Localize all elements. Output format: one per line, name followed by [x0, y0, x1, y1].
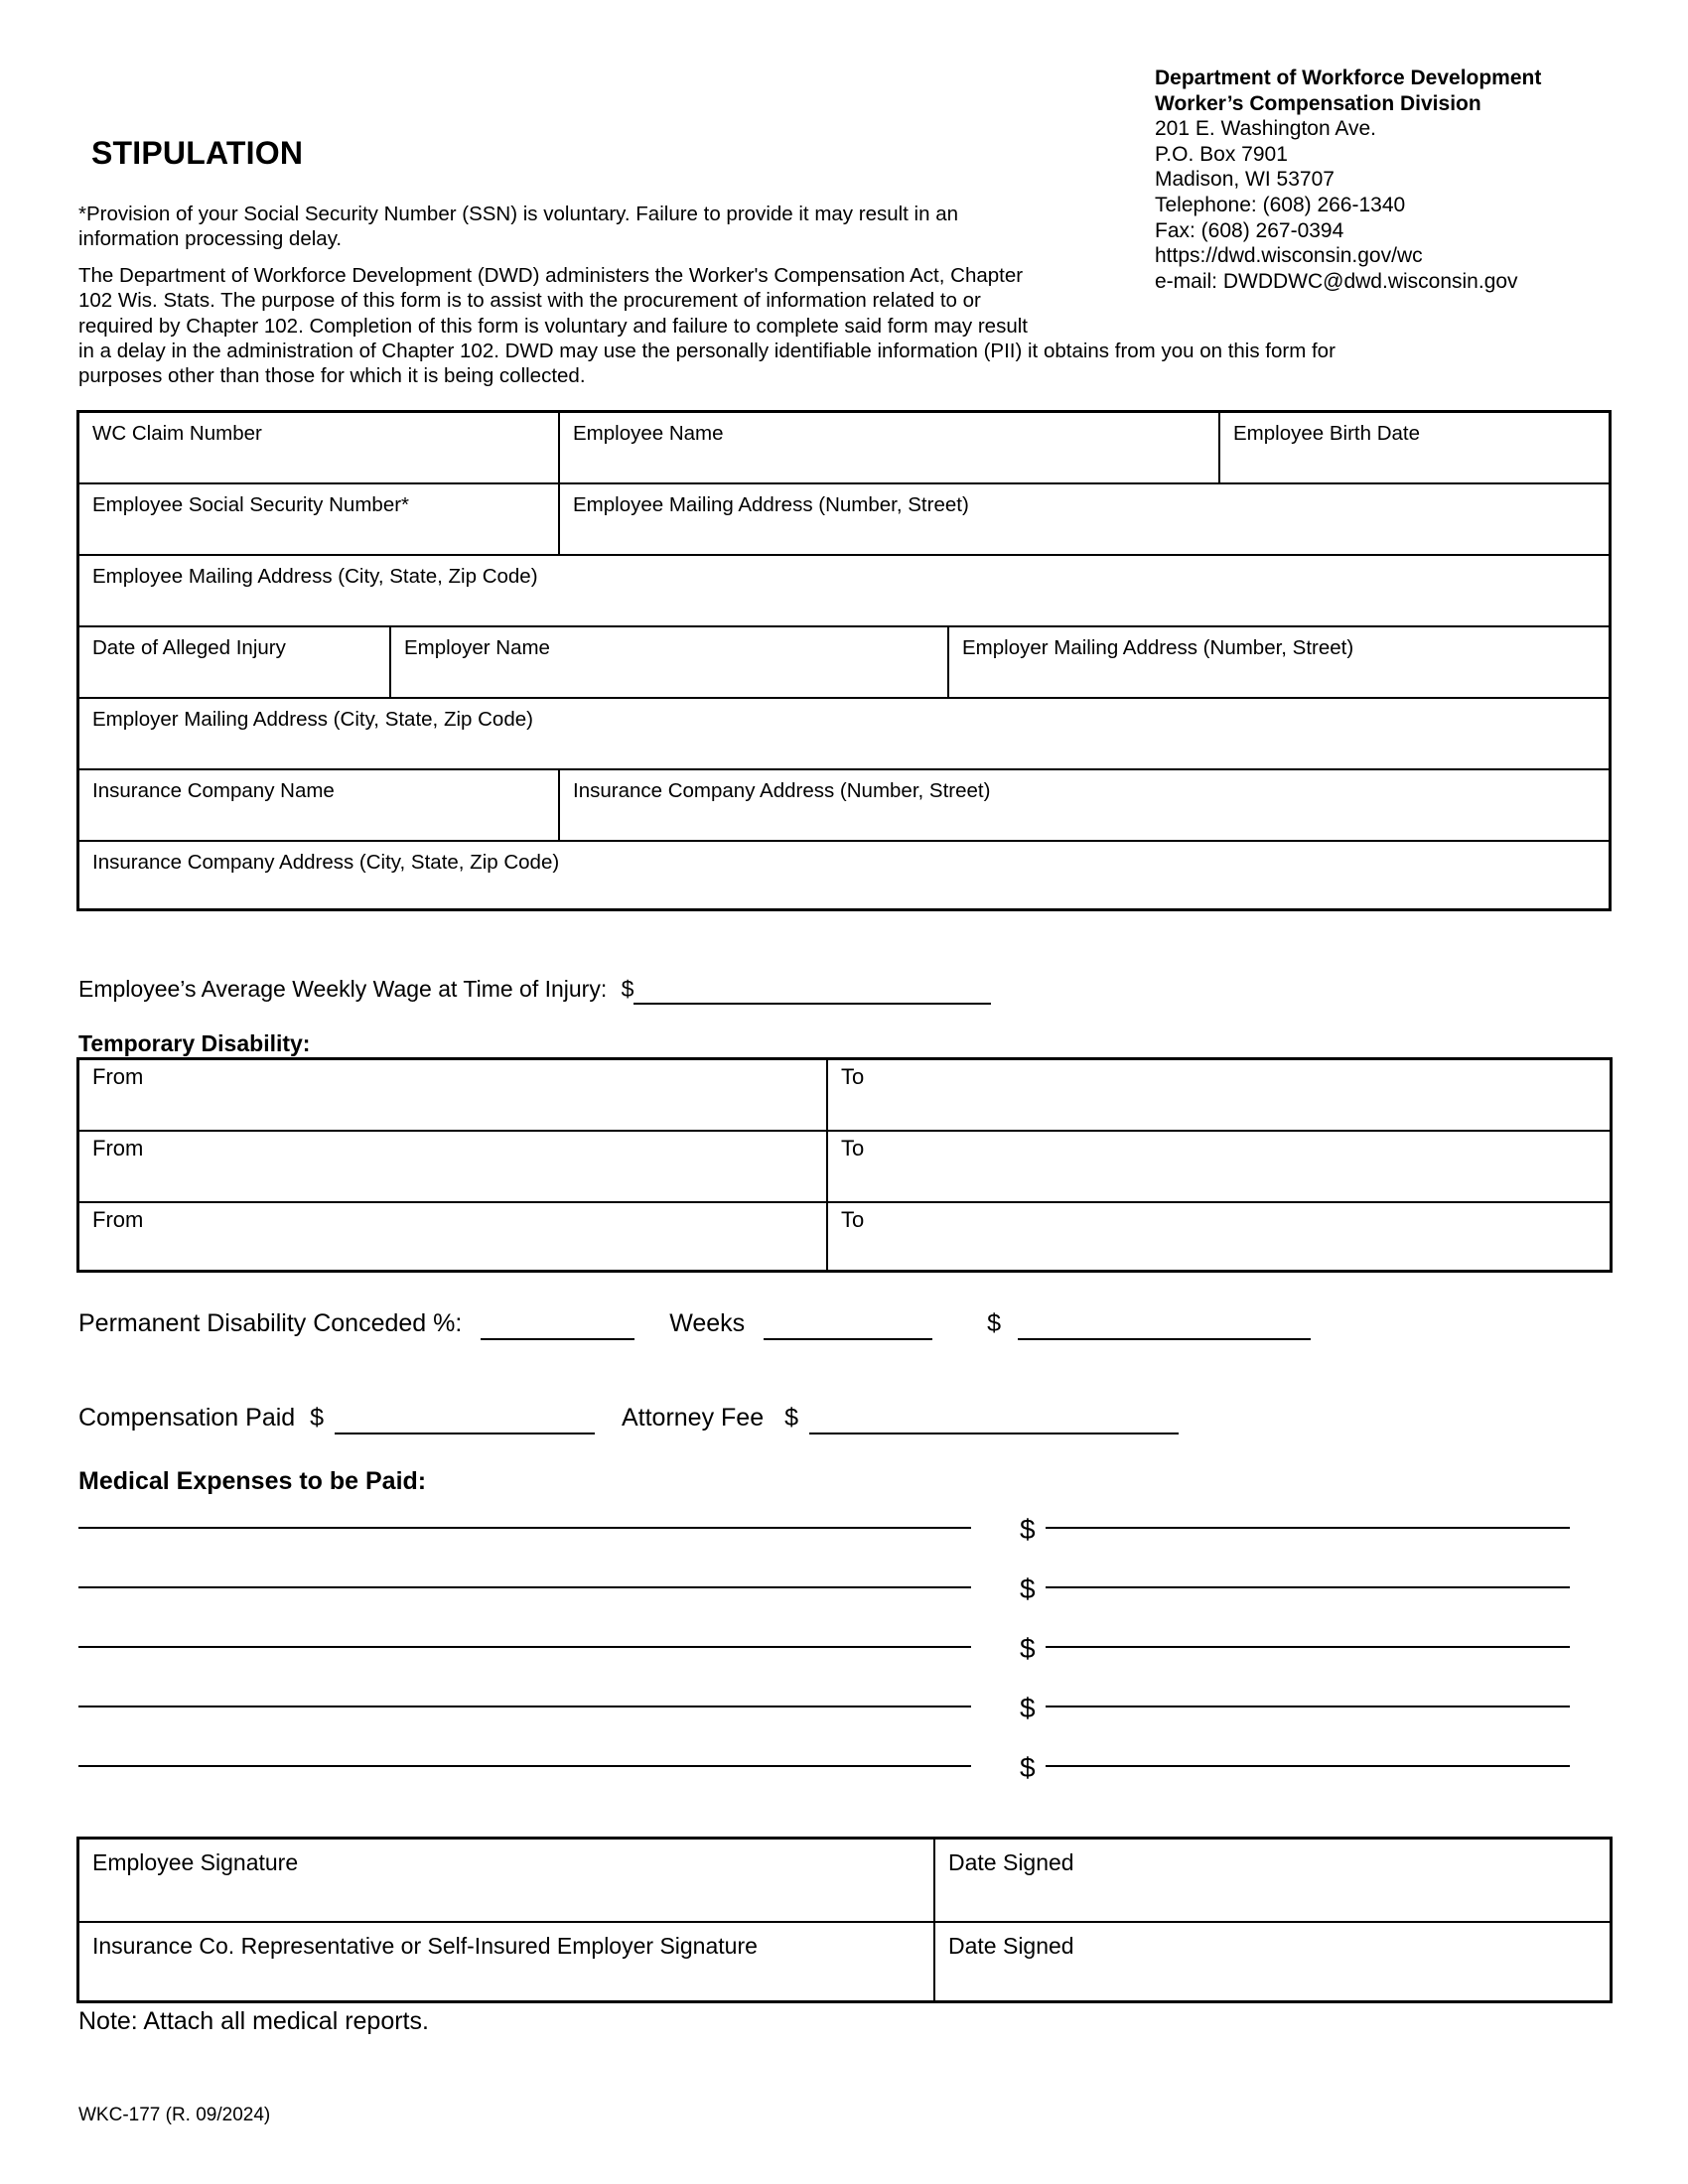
- employee-address-city-field[interactable]: [91, 588, 1597, 619]
- td-from-field[interactable]: [91, 1163, 814, 1195]
- claim-row-3: [79, 556, 1609, 627]
- form-identifier: WKC-177 (R. 09/2024): [78, 2105, 271, 2125]
- date-of-injury-field[interactable]: [91, 659, 377, 691]
- insurance-address-street-cell: [560, 770, 1609, 840]
- employee-date-cell: [935, 1840, 1610, 1921]
- td-to-label: To: [841, 1064, 865, 1089]
- td-from-field[interactable]: [91, 1235, 814, 1267]
- insurance-name-cell: [79, 770, 560, 840]
- weeks-field[interactable]: [764, 1309, 932, 1340]
- insurer-signature-cell[interactable]: [79, 1923, 935, 2003]
- td-to-field[interactable]: [840, 1235, 1598, 1267]
- medical-expense-description-field[interactable]: [78, 1586, 971, 1588]
- medical-expense-description-field[interactable]: [78, 1706, 971, 1707]
- employee-ssn-field[interactable]: [91, 516, 546, 548]
- temporary-disability-table: [76, 1057, 1613, 1273]
- employee-address-street-label: Employee Mailing Address (Number, Street): [573, 493, 969, 516]
- employee-signature-label: Employee Signature: [92, 1849, 299, 1875]
- date-of-injury-label: Date of Alleged Injury: [92, 636, 286, 659]
- insurer-date-label: Date Signed: [948, 1933, 1074, 1959]
- medical-expense-description-field[interactable]: [78, 1765, 971, 1767]
- employee-birth-date-field[interactable]: [1232, 445, 1597, 477]
- employee-signature-cell[interactable]: [79, 1840, 935, 1921]
- medical-expense-description-field[interactable]: [78, 1527, 971, 1529]
- td-from-field[interactable]: [91, 1092, 814, 1124]
- dwd-notice-line: purposes other than those for which it is being collected.: [78, 364, 586, 388]
- weekly-wage-line: [78, 976, 991, 1005]
- claim-row-6: [79, 770, 1609, 842]
- claim-row-7: [79, 842, 1609, 911]
- permanent-disability-line: [78, 1309, 1311, 1340]
- temporary-disability-row: [79, 1132, 1610, 1203]
- temporary-disability-row: [79, 1203, 1610, 1273]
- ssn-notice-line: *Provision of your Social Security Number (SSN) is voluntary. Failure to provide it may result in an: [78, 203, 959, 225]
- td-to-label: To: [841, 1136, 865, 1160]
- attorney-fee-label: Attorney Fee: [621, 1404, 765, 1432]
- agency-fax: Fax: (608) 267-0394: [1155, 218, 1344, 242]
- medical-expense-amount-field[interactable]: [1046, 1765, 1570, 1767]
- insurance-address-street-field[interactable]: [572, 802, 1597, 834]
- insurance-name-field[interactable]: [91, 802, 546, 834]
- dwd-notice-line: 102 Wis. Stats. The purpose of this form is to assist with the procurement of information related to or: [78, 289, 981, 313]
- wc-claim-number-cell: [79, 413, 560, 482]
- weekly-wage-field[interactable]: [633, 976, 991, 1005]
- dwd-notice-continued: [78, 339, 1469, 389]
- employee-ssn-cell: [79, 484, 560, 554]
- insurer-signature-row: [79, 1923, 1610, 2003]
- employee-address-street-field[interactable]: [572, 516, 1597, 548]
- td-from-cell: [79, 1060, 828, 1130]
- dwd-notice-line: in a delay in the administration of Chapter 102. DWD may use the personally identifiable information (PII) it obtains from you on this form for: [78, 340, 1336, 362]
- medical-expense-amount-field[interactable]: [1046, 1706, 1570, 1707]
- medical-expense-currency: $: [1020, 1573, 1036, 1604]
- temporary-disability-row: [79, 1060, 1610, 1132]
- dwd-notice: [78, 263, 1121, 339]
- employee-address-street-cell: [560, 484, 1609, 554]
- td-from-label: From: [92, 1136, 144, 1160]
- td-to-cell: [828, 1203, 1610, 1273]
- td-from-cell: [79, 1203, 828, 1273]
- ssn-notice: [78, 202, 1081, 252]
- employee-birth-date-cell: [1220, 413, 1609, 482]
- td-from-label: From: [92, 1207, 144, 1232]
- td-from-label: From: [92, 1064, 144, 1089]
- attachment-note: Note: Attach all medical reports.: [78, 2007, 429, 2035]
- attorney-fee-field[interactable]: [809, 1404, 1179, 1434]
- insurer-date-field[interactable]: [947, 1966, 1598, 1997]
- claim-row-1: [79, 413, 1609, 484]
- insurance-name-label: Insurance Company Name: [92, 779, 335, 802]
- employer-address-street-label: Employer Mailing Address (Number, Street): [962, 636, 1354, 659]
- dwd-notice-line: The Department of Workforce Development (DWD) administers the Worker's Compensation Act, Chapter: [78, 264, 1024, 287]
- employer-address-street-cell: [949, 627, 1609, 697]
- td-to-label: To: [841, 1207, 865, 1232]
- claim-row-5: [79, 699, 1609, 770]
- insurance-address-city-field[interactable]: [91, 874, 1597, 905]
- compensation-paid-currency: $: [310, 1404, 325, 1432]
- permanent-disability-label: Permanent Disability Conceded %:: [78, 1309, 463, 1337]
- agency-division: Worker’s Compensation Division: [1155, 91, 1481, 115]
- td-to-cell: [828, 1060, 1610, 1130]
- employee-date-label: Date Signed: [948, 1849, 1074, 1875]
- employer-address-city-cell: [79, 699, 1609, 768]
- agency-department: Department of Workforce Development: [1155, 67, 1542, 89]
- agency-po-box: P.O. Box 7901: [1155, 142, 1288, 166]
- ssn-notice-line: information processing delay.: [78, 227, 343, 251]
- permanent-disability-currency: $: [987, 1309, 1001, 1337]
- signature-box: [76, 1837, 1613, 2003]
- insurance-address-city-label: Insurance Company Address (City, State, Zip Code): [92, 851, 560, 874]
- claim-info-box: [76, 410, 1612, 911]
- medical-expense-amount-field[interactable]: [1046, 1527, 1570, 1529]
- wc-claim-number-label: WC Claim Number: [92, 422, 262, 445]
- insurer-signature-label: Insurance Co. Representative or Self-Insured Employer Signature: [92, 1933, 758, 1959]
- permanent-disability-amount-field[interactable]: [1018, 1309, 1311, 1340]
- employer-name-label: Employer Name: [404, 636, 550, 659]
- agency-street: 201 E. Washington Ave.: [1155, 117, 1376, 141]
- wc-claim-number-field[interactable]: [91, 445, 546, 477]
- employer-address-street-field[interactable]: [961, 659, 1597, 691]
- td-from-cell: [79, 1132, 828, 1201]
- employee-signature-row: [79, 1840, 1610, 1923]
- medical-expense-amount-field[interactable]: [1046, 1646, 1570, 1648]
- weekly-wage-label: Employee’s Average Weekly Wage at Time of Injury:: [78, 976, 608, 1002]
- employer-address-city-field[interactable]: [91, 731, 1597, 762]
- employee-name-cell: [560, 413, 1220, 482]
- employee-birth-date-label: Employee Birth Date: [1233, 422, 1421, 445]
- agency-website[interactable]: https://dwd.wisconsin.gov/wc: [1155, 244, 1423, 268]
- insurance-address-city-cell: [79, 842, 1609, 911]
- agency-address-block: [1155, 66, 1671, 294]
- temporary-disability-heading: Temporary Disability:: [78, 1030, 311, 1056]
- weeks-label: Weeks: [669, 1309, 746, 1337]
- employee-name-label: Employee Name: [573, 422, 724, 445]
- compensation-paid-label: Compensation Paid: [78, 1404, 296, 1432]
- attorney-fee-currency: $: [784, 1404, 798, 1432]
- medical-expense-currency: $: [1020, 1514, 1036, 1545]
- compensation-paid-field[interactable]: [335, 1404, 595, 1434]
- form-title: STIPULATION: [91, 135, 304, 171]
- medical-expense-description-field[interactable]: [78, 1646, 971, 1648]
- td-to-field[interactable]: [840, 1092, 1598, 1124]
- date-of-injury-cell: [79, 627, 391, 697]
- employer-name-cell: [391, 627, 949, 697]
- medical-expense-currency: $: [1020, 1752, 1036, 1783]
- insurance-address-street-label: Insurance Company Address (Number, Street): [573, 779, 991, 802]
- permanent-disability-percent-field[interactable]: [481, 1309, 634, 1340]
- td-to-cell: [828, 1132, 1610, 1201]
- employer-address-city-label: Employer Mailing Address (City, State, Zip Code): [92, 708, 533, 731]
- employee-name-field[interactable]: [572, 445, 1206, 477]
- medical-expense-currency: $: [1020, 1633, 1036, 1664]
- employee-address-city-label: Employee Mailing Address (City, State, Zip Code): [92, 565, 538, 588]
- claim-row-4: [79, 627, 1609, 699]
- agency-email[interactable]: e-mail: DWDDWC@dwd.wisconsin.gov: [1155, 269, 1518, 293]
- insurer-date-cell: [935, 1923, 1610, 2003]
- compensation-line: [78, 1404, 1179, 1434]
- weekly-wage-currency: $: [621, 976, 634, 1002]
- agency-city: Madison, WI 53707: [1155, 168, 1335, 192]
- dwd-notice-line: required by Chapter 102. Completion of this form is voluntary and failure to complete said form may result: [78, 314, 1028, 338]
- medical-expense-currency: $: [1020, 1693, 1036, 1723]
- medical-expense-amount-field[interactable]: [1046, 1586, 1570, 1588]
- employee-address-city-cell: [79, 556, 1609, 625]
- medical-expenses-heading: Medical Expenses to be Paid:: [78, 1467, 427, 1495]
- agency-telephone: Telephone: (608) 266-1340: [1155, 193, 1406, 216]
- td-to-field[interactable]: [840, 1163, 1598, 1195]
- employee-date-field[interactable]: [947, 1883, 1598, 1915]
- employee-ssn-label: Employee Social Security Number*: [92, 493, 410, 516]
- employer-name-field[interactable]: [403, 659, 935, 691]
- claim-row-2: [79, 484, 1609, 556]
